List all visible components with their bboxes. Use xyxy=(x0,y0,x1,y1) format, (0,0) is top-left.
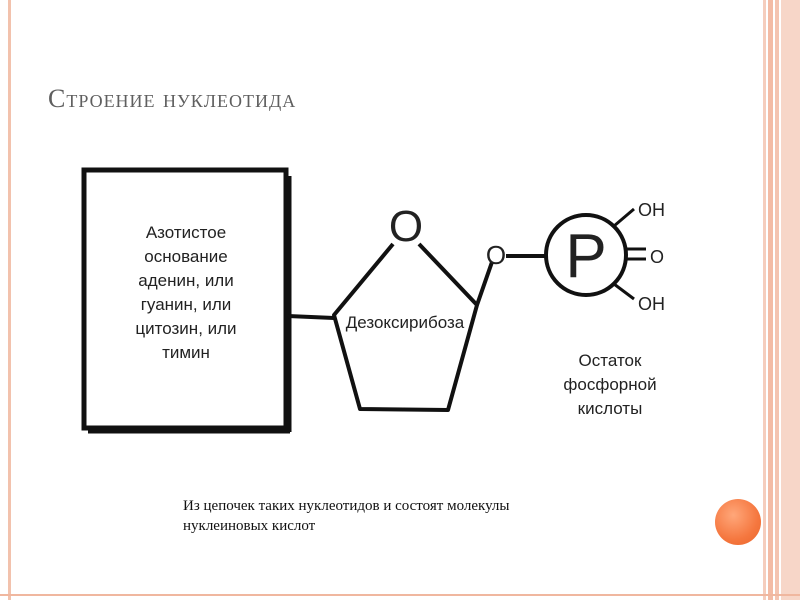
caption-line: нуклеиновых кислот xyxy=(183,518,316,534)
phosphate-label-line: фосфорной xyxy=(563,375,657,394)
sugar-label: Дезоксирибоза xyxy=(345,313,465,332)
link-oxygen-label: O xyxy=(485,240,507,270)
caption-line: Из цепочек таких нуклеотидов и состоят молекулы xyxy=(183,498,510,514)
phosphate-group-label: OH xyxy=(638,294,665,314)
caption xyxy=(183,496,643,536)
phosphate-bond-oh-top xyxy=(614,209,634,226)
base-label-line: Азотистое xyxy=(145,223,227,242)
base-label-line: цитозин, или xyxy=(135,319,237,338)
ring-oxygen-label: O xyxy=(388,202,424,251)
phosphorus-label: P xyxy=(565,222,607,291)
base-label-line: тимин xyxy=(162,343,210,362)
phosphate-bond-oh-bottom xyxy=(614,284,634,299)
phosphate-group-label: O xyxy=(650,247,665,267)
phosphate-label-line: Остаток xyxy=(578,351,642,370)
slide-title: Строение нуклеотида xyxy=(48,84,297,113)
base-label-line: гуанин, или xyxy=(140,295,232,314)
phosphate-group-label: OH xyxy=(638,200,665,220)
base-label-line: аденин, или xyxy=(138,271,234,290)
glycosidic-bond xyxy=(288,316,334,318)
decorative-dot xyxy=(715,499,761,545)
phosphate-label-line: кислоты xyxy=(577,399,643,418)
base-label-line: основание xyxy=(144,247,228,266)
